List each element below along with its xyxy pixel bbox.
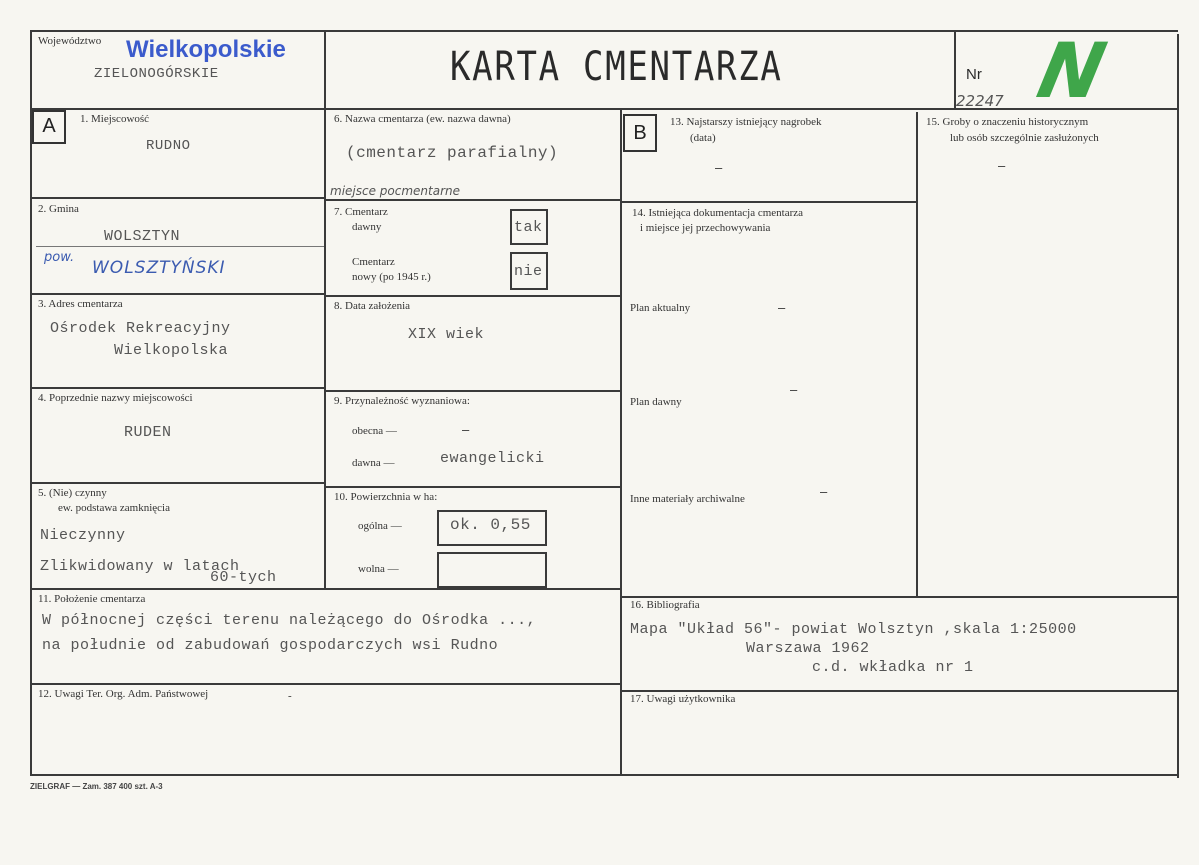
f4-label: 4. Poprzednie nazwy miejscowości (38, 392, 193, 404)
f3-label: 3. Adres cmentarza (38, 298, 123, 310)
f5-label-2: ew. podstawa zamknięcia (58, 502, 170, 514)
f8-label: 8. Data założenia (334, 300, 411, 312)
r16-top (620, 596, 1178, 598)
c1-hline-2 (30, 293, 326, 295)
f7-label-b1: Cmentarz (352, 256, 395, 268)
r12-top (30, 683, 622, 685)
f9-dawna-value: ewangelicki (440, 450, 545, 467)
f12-label: 12. Uwagi Ter. Org. Adm. Państwowej (38, 688, 209, 700)
f14-plan-aktualny-label: Plan aktualny (630, 302, 691, 314)
f17-label: 17. Uwagi użytkownika (630, 693, 736, 705)
f10-label: 10. Powierzchnia w ha: (334, 491, 438, 503)
bottom-border (30, 774, 1179, 776)
c1-hline-4 (30, 482, 326, 484)
f15-value: – (998, 158, 1006, 173)
f16-line3: c.d. wkładka nr 1 (812, 659, 974, 676)
f9-label: 9. Przynależność wyznaniowa: (334, 395, 470, 407)
f11-label: 11. Położenie cmentarza (38, 593, 146, 605)
f9-obecna-value: – (462, 422, 470, 437)
f10-wolna-box (437, 552, 547, 588)
f13-label-1: 13. Najstarszy istniejący nagrobek (670, 116, 822, 128)
wojewodztwo-typed: ZIELONOGÓRSKIE (94, 66, 219, 82)
top-border (30, 30, 1178, 32)
nr-label: Nr (966, 66, 982, 83)
wojewodztwo-stamp: Wielkopolskie (126, 36, 286, 63)
f11-line1: W północnej części terenu należącego do Ośrodka ..., (42, 612, 537, 629)
f16-line2: Warszawa 1962 (746, 640, 870, 657)
f7-value-a: tak (514, 219, 543, 236)
f10-ogolna-label: ogólna — (358, 520, 402, 532)
f14-plan-aktualny-value: – (778, 300, 786, 315)
section-a-marker: A (32, 110, 66, 144)
r17-top (620, 690, 1178, 692)
f3-line2: Wielkopolska (114, 342, 229, 359)
f13-label-2: (data) (690, 132, 716, 144)
f2-hand-prefix: pow. (44, 250, 75, 265)
f7-label-a1: 7. Cmentarz (334, 206, 388, 218)
f15-label-2: lub osób szczególnie zasłużonych (950, 132, 1099, 144)
col-divider-3 (916, 112, 918, 598)
f13-value: – (715, 160, 723, 175)
c2-hline-2 (324, 295, 622, 297)
f10-wolna-label: wolna — (358, 563, 399, 575)
nr-green-mark: N (1030, 26, 1114, 115)
c1-hline-3 (30, 387, 326, 389)
f6-label: 6. Nazwa cmentarza (ew. nazwa dawna) (334, 113, 511, 125)
f16-label: 16. Bibliografia (630, 599, 700, 611)
f2-value: WOLSZTYN (104, 228, 181, 245)
f8-value: XIX wiek (408, 326, 485, 343)
col-divider-1 (324, 108, 326, 590)
header-vline-1 (324, 30, 326, 110)
printer-footer: ZIELGRAF — Zam. 387 400 szt. A-3 (30, 782, 163, 791)
f14-plan-dawny-value: – (790, 382, 798, 397)
f3-line1: Ośrodek Rekreacyjny (50, 320, 231, 337)
c1-hline-1 (30, 197, 326, 199)
f10-ogolna-value: ok. 0,55 (450, 516, 531, 534)
f1-label: 1. Miejscowość (80, 113, 150, 125)
c2-hline-3 (324, 390, 622, 392)
f12-value: - (288, 690, 292, 702)
f15-label-1: 15. Groby o znaczeniu historycznym (926, 116, 1089, 128)
r11-top (30, 588, 622, 590)
c2-hline-4 (324, 486, 622, 488)
f7-label-b2: nowy (po 1945 r.) (352, 271, 431, 283)
f2-hand-value: WOLSZTYŃSKI (92, 258, 226, 278)
header-divider (30, 108, 1178, 110)
f7-value-b: nie (514, 263, 543, 280)
f14-label-2: i miejsce jej przechowywania (640, 222, 771, 234)
f9-obecna-label: obecna — (352, 425, 397, 437)
c3-hline-1 (620, 201, 918, 203)
section-b-marker: B (623, 114, 657, 152)
f11-line2: na południe od zabudowań gospodarczych wsi Rudno (42, 637, 499, 654)
f6-value: (cmentarz parafialny) (346, 144, 559, 162)
f5-line1: Nieczynny (40, 527, 126, 544)
f14-plan-dawny-label: Plan dawny (630, 396, 682, 408)
nr-value: 22247 (956, 92, 1004, 110)
right-border (1177, 34, 1179, 778)
f7-label-a2: dawny (352, 221, 382, 233)
col-divider-2 (620, 108, 622, 776)
f16-line1: Mapa "Układ 56"- powiat Wolsztyn ,skala 1:25000 (630, 621, 1077, 638)
f14-label-1: 14. Istniejąca dokumentacja cmentarza (632, 207, 804, 219)
f9-dawna-label: dawna — (352, 457, 395, 469)
f1-value: RUDNO (146, 138, 191, 154)
f5-line2b: 60-tych (210, 569, 277, 586)
c2-hline-1 (324, 199, 622, 201)
f4-value: RUDEN (124, 424, 172, 441)
f5-line2: Zlikwidowany w latach (40, 558, 240, 575)
wojewodztwo-label: Województwo (38, 35, 102, 47)
f14-inne-label: Inne materiały archiwalne (630, 493, 745, 505)
page-title: KARTA CMENTARZA (450, 44, 783, 90)
f2-underline (36, 246, 324, 247)
f14-inne-value: – (820, 484, 828, 499)
f2-label: 2. Gmina (38, 203, 79, 215)
f6-hand: miejsce pocmentarne (330, 184, 461, 198)
f5-label-1: 5. (Nie) czynny (38, 487, 107, 499)
